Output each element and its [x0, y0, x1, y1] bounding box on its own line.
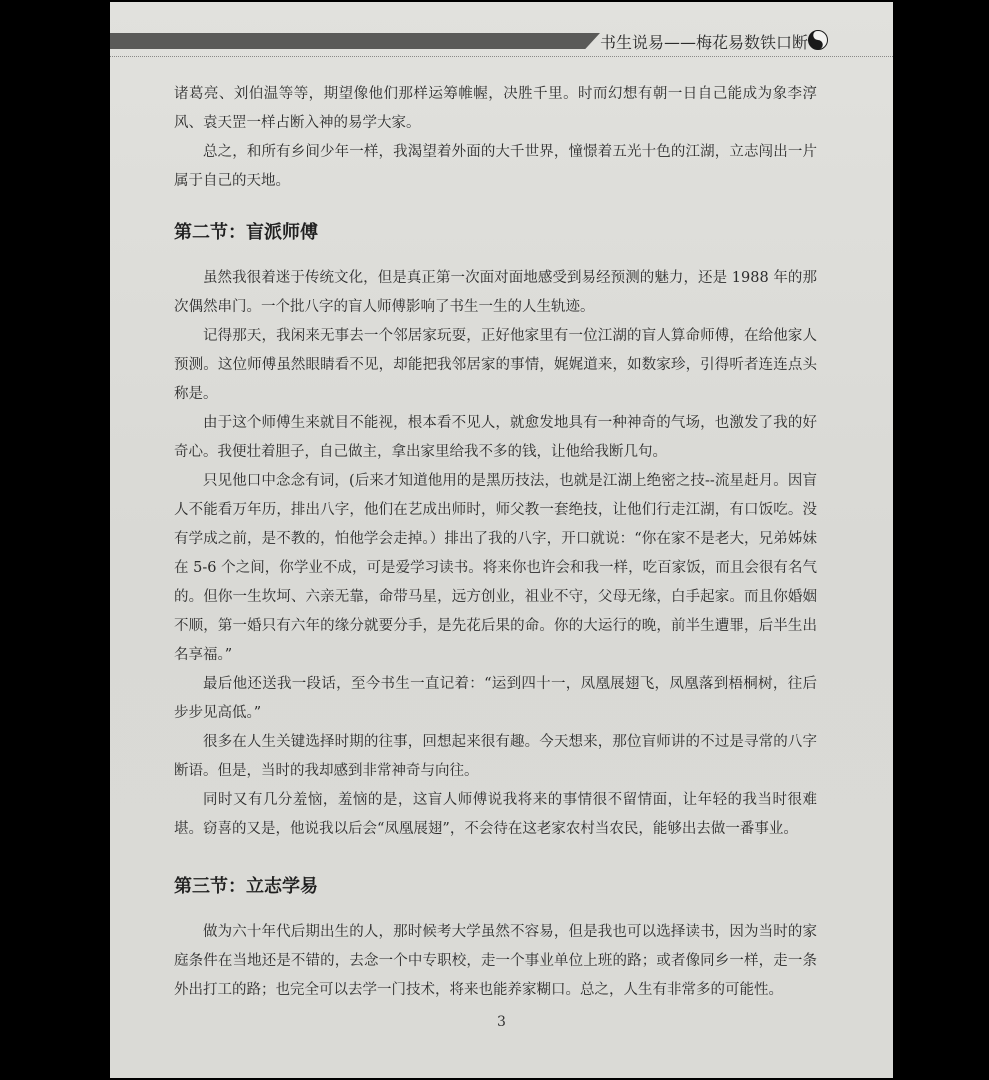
paragraph: 诸葛亮、刘伯温等等，期望像他们那样运筹帷幄，决胜千里。时而幻想有朝一日自己能成为象李淳风、袁天罡一样占断入神的易学大家。 [174, 86, 817, 131]
paragraph: 只见他口中念念有词，(后来才知道他用的是黑历技法，也就是江湖上绝密之技--流星赶月。因盲人不能看万年历，排出八字，他们在艺成出师时，师父教一套绝技，让他们行走江湖，有口饭吃。没有学成之前，是不教的，怕他学会走掉。）排出了我的八字，开口就说：“你在家不是老大，兄弟姊妹在 5-6 个之间，你学业不成，可是爱学习读书。将来你也许会和我一样，吃百家饭，而且会很有名气的。但你一生坎坷、六亲无靠，命带马星，远方创业，祖业不守，父母无缘，白手起家。而且你婚姻不顺，第一婚只有六年的缘分就要分手，是先花后果的命。你的大运行的晚，前半生遭罪，后半生出名享福。” [174, 473, 817, 663]
paragraph: 很多在人生关键选择时期的往事，回想起来很有趣。今天想来，那位盲师讲的不过是寻常的八字断语。但是，当时的我却感到非常神奇与向往。 [174, 734, 817, 779]
header-dotted-rule [110, 56, 893, 57]
section-heading-2: 第二节：盲派师傅 [174, 222, 318, 243]
document-page [110, 2, 893, 1078]
paragraph: 虽然我很着迷于传统文化，但是真正第一次面对面地感受到易经预测的魅力，还是 1988 年的那次偶然串门。一个批八字的盲人师傅影响了书生一生的人生轨迹。 [174, 270, 817, 315]
paragraph: 同时又有几分羞恼，羞恼的是，这盲人师傅说我将来的事情很不留情面，让年轻的我当时很难堪。窃喜的又是，他说我以后会“凤凰展翅”，不会待在这老家农村当农民，能够出去做一番事业。 [174, 792, 817, 837]
paragraph: 记得那天，我闲来无事去一个邻居家玩耍，正好他家里有一位江湖的盲人算命师傅，在给他家人预测。这位师傅虽然眼睛看不见，却能把我邻居家的事情，娓娓道来，如数家珍，引得听者连连点头称是。 [174, 328, 817, 402]
paragraph: 由于这个师傅生来就目不能视，根本看不见人，就愈发地具有一种神奇的气场，也激发了我的好奇心。我便壮着胆子，自己做主，拿出家里给我不多的钱，让他给我断几句。 [174, 415, 817, 460]
page-content [174, 80, 817, 1005]
header-bar [110, 33, 600, 49]
paragraph: 总之，和所有乡间少年一样，我渴望着外面的大千世界，憧憬着五光十色的江湖，立志闯出一片属于自己的天地。 [174, 144, 817, 189]
running-header-title: 书生说易——梅花易数铁口断 [600, 33, 809, 52]
page-number: 3 [497, 1014, 506, 1030]
paragraph: 最后他还送我一段话，至今书生一直记着：“运到四十一，凤凰展翅飞，凤凰落到梧桐树，往后步步见高低。” [174, 676, 817, 721]
paragraph: 做为六十年代后期出生的人，那时候考大学虽然不容易，但是我也可以选择读书，因为当时的家庭条件在当地还是不错的，去念一个中专职校，走一个事业单位上班的路；或者像同乡一样，走一条外出打工的路；也完全可以去学一门技术，将来也能养家糊口。总之，人生有非常多的可能性。 [174, 924, 817, 998]
yin-yang-icon [808, 30, 828, 50]
section-heading-3: 第三节：立志学易 [174, 876, 318, 897]
